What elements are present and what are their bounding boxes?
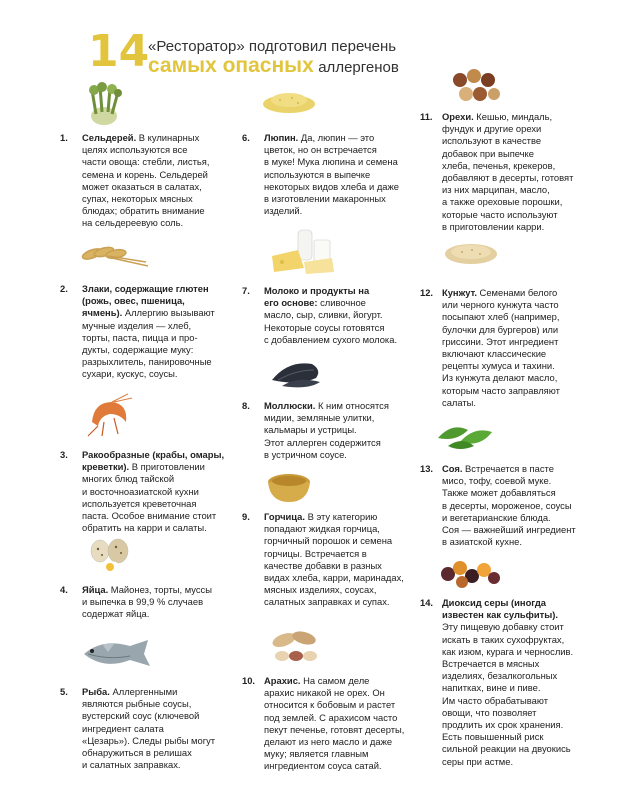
- item-name: Арахис.: [264, 675, 301, 686]
- item-text: Орехи. Кешью, миндаль, фундук и другие орехи используют в качестве добавок при выпечке хлеба, печенья, крекеров, добавляют в десерты, готовят из них марципан, масло, а также ореховые порошки, которые часто используют в приготовлении карри.: [442, 111, 574, 232]
- item-name: Сельдерей.: [82, 132, 137, 143]
- item-text: Люпин. Да, люпин — это цветок, но он встречается в муке! Мука люпина и семена используются в выпечке некоторых видов хлеба и даже в изготовлении макаронных изделий.: [264, 132, 399, 217]
- item-number: 1.: [60, 132, 68, 143]
- item-name: Яйца.: [82, 584, 109, 595]
- dried-fruit-image: [438, 556, 502, 592]
- item-text: Горчица. В эту категорию попадают жидкая горчица, горчичный порошок и семена горчицы. Встречается в качестве добавки в разных видах хлеба, карри, маринадах, мясных изделиях, соусах, салатных заправках и супах.: [264, 511, 404, 608]
- eggs-image: [88, 535, 134, 575]
- item-number: 2.: [60, 283, 68, 294]
- item-number: 5.: [60, 686, 68, 697]
- item-text: Ракообразные (крабы, омары, креветки). В приготовлении многих блюд тайской и восточноазиатской кухни используется креветочная паста. Особое внимание стоит обратить на карри и салаты.: [82, 449, 225, 534]
- item-text: Молоко и продукты на его основе: сливочное масло, сыр, сливки, йогурт. Некоторые соусы готовятся с добавлением сухого молока.: [264, 285, 398, 345]
- item-number: 11.: [420, 111, 433, 122]
- item-number: 8.: [242, 400, 250, 411]
- item-number: 3.: [60, 449, 68, 460]
- item-name: Орехи.: [442, 111, 474, 122]
- item-number: 14.: [420, 597, 434, 608]
- item-text: Злаки, содержащие глютен (рожь, овес, пшеница, ячмень). Аллергию вызывают мучные изделия — хлеб, торты, паста, пицца и про- дукты, содержащие муку: разрыхлитель, панировочные сухари, кускус, соусы.: [82, 283, 215, 380]
- item-number: 7.: [242, 285, 250, 296]
- header: [88, 26, 508, 77]
- item-name: Горчица.: [264, 511, 305, 522]
- item-name: Рыба.: [82, 686, 110, 697]
- item-text: Арахис. На самом деле арахис никакой не орех. Он относится к бобовым и растет под землей. С арахисом часто пекут печенье, готовят десерты, делают из него масло и даже муку; является главным ингредиентом соуса сатай.: [264, 675, 405, 772]
- celery-image: [82, 82, 126, 126]
- soybeans-image: [434, 418, 496, 452]
- item-name: Соя.: [442, 463, 463, 474]
- item-text: Сельдерей. В кулинарных целях используются все части овоща: стебли, листья, семена и корень. Сельдерей может оказаться в салатах, супах, некоторых мясных блюдах; обратить внимание на сельдереевую соль.: [82, 132, 210, 229]
- nuts-image: [448, 66, 504, 108]
- wheat-image: [78, 236, 150, 272]
- header-line1: «Ресторатор» подготовил перечень: [148, 38, 397, 55]
- fish-image: [78, 636, 158, 670]
- header-rest: аллергенов: [318, 59, 399, 76]
- item-number: 12.: [420, 287, 434, 298]
- item-text: Соя. Встречается в пасте мисо, тофу, соевой муке. Также может добавляться в десерты, мороженое, соусы и вегетарианские блюда. Соя — важнейший ингредиент в азиатской кухне.: [442, 463, 576, 548]
- item-number: 6.: [242, 132, 250, 143]
- item-text: Рыба. Аллергенными являются рыбные соусы, вустерский соус (ключевой ингредиент салата «Цезарь»). Следы рыбы могут обнаружиться в релишах и салатных заправках.: [82, 686, 216, 771]
- item-name: Диоксид серы (иногда: [442, 597, 547, 608]
- item-number: 10.: [242, 675, 256, 686]
- header-line2: [148, 54, 399, 78]
- item-number: 9.: [242, 511, 250, 522]
- item-text: Моллюски. К ним относятся мидии, земляные улитки, кальмары и устрицы. Этот аллерген содержится в устричном соусе.: [264, 400, 389, 460]
- peanuts-image: [268, 626, 324, 668]
- sesame-image: [444, 240, 498, 266]
- lupin-flour-image: [262, 88, 316, 114]
- item-name: Ракообразные (крабы, омары,: [82, 449, 225, 460]
- item-name: Молоко и продукты на: [264, 285, 370, 296]
- item-name: Кунжут.: [442, 287, 477, 298]
- item-name: Люпин.: [264, 132, 299, 143]
- header-number: 14: [88, 26, 150, 77]
- item-name: Моллюски.: [264, 400, 316, 411]
- item-text: Диоксид серы (иногда известен как сульфиты). Эту пищевую добавку стоит искать в таких сухофруктах, как изюм, курага и чернослив. Встречается в мясных изделиях, безалкогольных напитках, вине и пиве. Им часто обрабатывают овощи, что позволяет продлить их срок хранения. Есть повышенный риск сильной реакции на двуокись серы при астме.: [442, 597, 574, 767]
- shrimp-image: [84, 392, 134, 438]
- item-name: Злаки, содержащие глютен: [82, 283, 209, 294]
- item-text: Кунжут. Семенами белого или черного кунжута часто посыпают хлеб (например, булочки для бургеров) или гриссини. Этот ингредиент включают классические рецепты хумуса и тахини. Из кунжута делают масло, которым часто заправляют салаты.: [442, 287, 560, 408]
- mussels-image: [268, 356, 326, 390]
- item-text: Яйца. Майонез, торты, муссы и выпечка в 99,9 % случаев содержат яйца.: [82, 584, 212, 620]
- dairy-image: [268, 226, 338, 276]
- item-number: 13.: [420, 463, 434, 474]
- header-highlight: самых опасных: [148, 54, 314, 77]
- mustard-image: [266, 468, 312, 504]
- item-number: 4.: [60, 584, 68, 595]
